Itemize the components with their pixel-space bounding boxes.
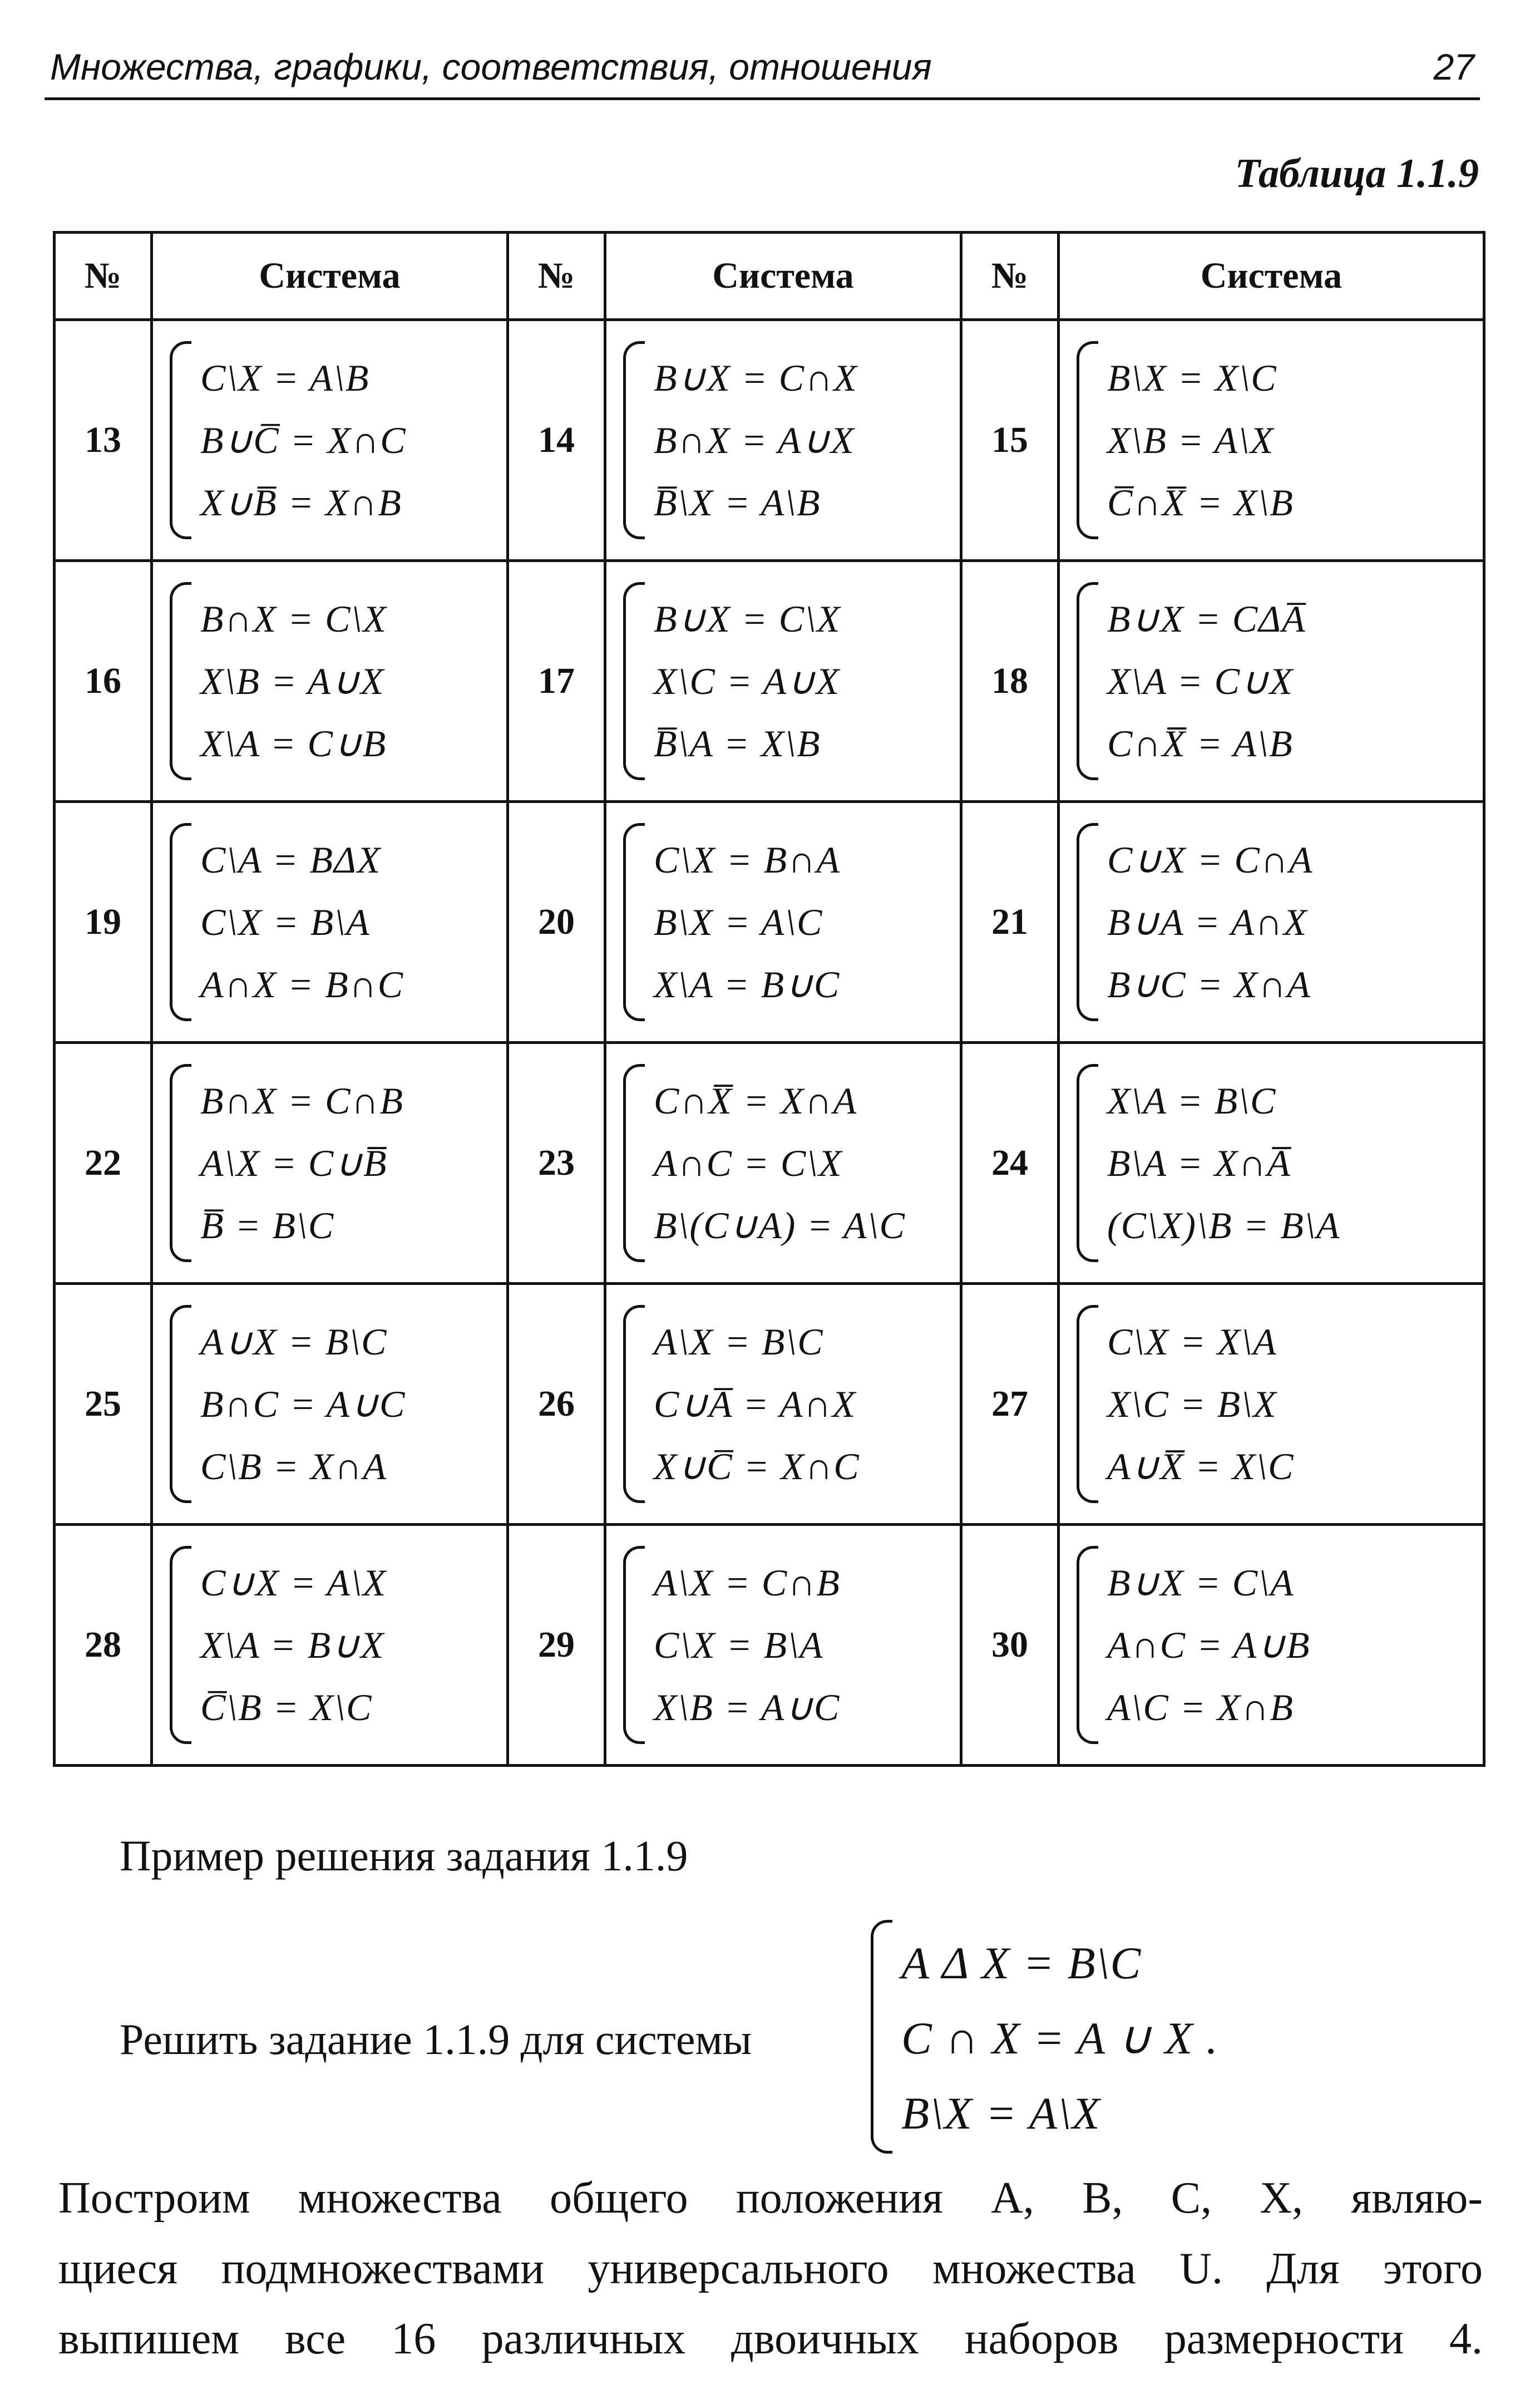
equations (200, 1546, 387, 1744)
table-body (55, 320, 1484, 1766)
equation: B∩C = A∪C (200, 1383, 406, 1425)
example-title: Пример решения задания 1.1.9 (120, 1831, 688, 1880)
equations (1107, 1064, 1340, 1262)
left-brace (623, 1305, 645, 1503)
equation-system (170, 823, 506, 1021)
equations (200, 582, 387, 780)
system-cell (605, 802, 961, 1043)
equation: B\A = X∩A̅̅̅̅ (1107, 1142, 1291, 1184)
table-row (55, 1525, 1484, 1766)
equations (654, 1305, 860, 1503)
equation: B∪C = X∩A (1107, 963, 1311, 1006)
equation: A\X = B\C (654, 1321, 824, 1363)
left-brace (170, 823, 191, 1021)
equation: B̅\A = X\B (654, 722, 821, 765)
systems-table (53, 231, 1485, 1767)
equation: X\A = B∪C (654, 963, 841, 1006)
equation-system (623, 1546, 960, 1744)
table-caption: Таблица 1.1.9 (1235, 151, 1479, 196)
equation-system (170, 1064, 506, 1262)
system-cell (1059, 320, 1484, 561)
equation: X\A = B\C (1107, 1080, 1277, 1122)
left-brace (623, 341, 645, 539)
system-cell (152, 1284, 508, 1525)
system-cell (152, 1525, 508, 1766)
equation-system (623, 823, 960, 1021)
left-brace (623, 1064, 645, 1262)
system-cell (152, 320, 508, 561)
equation-system (170, 1305, 506, 1503)
equation-system (1077, 823, 1483, 1021)
task-number: 16 (55, 561, 152, 802)
left-brace (170, 1064, 191, 1262)
table-header-row (55, 233, 1484, 320)
equations (654, 582, 841, 780)
equation-system (170, 1546, 506, 1744)
system-cell (605, 1525, 961, 1766)
equation: C∪X = A\X (200, 1561, 387, 1604)
equation: B∩X = C∩B (200, 1080, 404, 1122)
left-brace (871, 1920, 892, 2154)
left-brace (1077, 341, 1098, 539)
equation-system (623, 341, 960, 539)
system-cell (605, 1284, 961, 1525)
equation-system (1077, 341, 1483, 539)
equation: B∩X = A∪X (654, 419, 855, 461)
page-number: 27 (1433, 46, 1474, 87)
equation: A∩X = B∩C (200, 963, 404, 1006)
paragraph-line: щиеся подмножествами универсального множества U. Для этого (58, 2244, 1483, 2293)
equation-system (170, 341, 506, 539)
equation-system (623, 582, 960, 780)
system-cell (1059, 561, 1484, 802)
equation: B∪C̅ = X∩C (200, 419, 407, 461)
system-cell (1059, 1043, 1484, 1284)
system-cell (152, 561, 508, 802)
table-row (55, 1043, 1484, 1284)
page-header (45, 39, 1480, 100)
table-row (55, 561, 1484, 802)
system-cell (152, 1043, 508, 1284)
left-brace (1077, 582, 1098, 780)
task-number: 21 (961, 802, 1059, 1043)
equations (200, 1305, 406, 1503)
equations (654, 1064, 906, 1262)
task-number: 29 (508, 1525, 605, 1766)
equation: X∪C̅ = X∩C (654, 1445, 860, 1487)
equation: B̅\X = A\B (654, 481, 821, 524)
task-number: 14 (508, 320, 605, 561)
equation: X\B = A∪X (200, 660, 385, 702)
left-brace (170, 582, 191, 780)
equation: X\C = B\X (1107, 1383, 1277, 1425)
equation: A∪X̅̅̅̅ = X\C (1107, 1445, 1295, 1487)
example-system (871, 1920, 1219, 2154)
equation-system (623, 1305, 960, 1503)
equations (654, 1546, 841, 1744)
task-number: 18 (961, 561, 1059, 802)
equation: C∪X = C∩A (1107, 839, 1314, 881)
task-number: 19 (55, 802, 152, 1043)
example-equations (901, 1920, 1219, 2154)
equations (1107, 1305, 1295, 1503)
equation: B∪X = CΔA̅ (1107, 598, 1306, 640)
task-number: 26 (508, 1284, 605, 1525)
equation: A Δ X = B\C (901, 1938, 1142, 1988)
equations (200, 1064, 404, 1262)
paragraph-line: Построим множества общего положения A, B, C, X, являю- (58, 2174, 1483, 2223)
task-number: 24 (961, 1043, 1059, 1284)
task-number: 20 (508, 802, 605, 1043)
equations (654, 823, 841, 1021)
column-header-number: № (508, 233, 605, 320)
equation-system (1077, 582, 1483, 780)
system-cell (605, 561, 961, 802)
equation: B∩X = C\X (200, 598, 387, 640)
table-row (55, 320, 1484, 561)
left-brace (1077, 823, 1098, 1021)
task-number: 28 (55, 1525, 152, 1766)
equation: C\X = B∩A (654, 839, 841, 881)
equation: B\X = X\C (1107, 357, 1277, 399)
task-number: 25 (55, 1284, 152, 1525)
column-header-number: № (961, 233, 1059, 320)
equation: X\C = A∪X (654, 660, 841, 702)
equation: C∪A̅ = A∩X (654, 1383, 857, 1425)
equation: B∪X = C\X (654, 598, 841, 640)
equation: C\A = BΔX (200, 839, 382, 881)
system-cell (1059, 1525, 1484, 1766)
equation-system (1077, 1305, 1483, 1503)
equation: C∩X̅̅̅̅ = X∩A (654, 1080, 858, 1122)
task-number: 23 (508, 1043, 605, 1284)
equation-system (1077, 1064, 1483, 1262)
equation: C∩X̅̅̅̅ = A\B (1107, 722, 1294, 765)
equation: C\X = B\A (200, 901, 371, 943)
left-brace (623, 582, 645, 780)
equation-system (1077, 1546, 1483, 1744)
equation: A\X = C∩B (654, 1561, 841, 1604)
equation: C ∩ X = A ∪ X . (901, 2013, 1219, 2063)
equation: C\X = A\B (200, 357, 370, 399)
column-header-system: Система (152, 233, 508, 320)
equation: X\A = C∪B (200, 722, 387, 765)
equation: B∪X = C\A (1107, 1561, 1295, 1604)
equation: X\A = C∪X (1107, 660, 1294, 702)
equations (1107, 823, 1314, 1021)
equation: C̅∩X̅ = X\B (1107, 481, 1294, 524)
equations (1107, 582, 1306, 780)
task-number: 13 (55, 320, 152, 561)
column-header-system: Система (605, 233, 961, 320)
equation: C̅\B = X\C (200, 1686, 373, 1728)
equation: C\X = B\A (654, 1624, 824, 1666)
equations (654, 341, 858, 539)
left-brace (623, 1546, 645, 1744)
equation: X∪B̅ = X∩B (200, 481, 402, 524)
system-cell (605, 320, 961, 561)
equation: B∪X = C∩X (654, 357, 858, 399)
equation: B̅ = B\C (200, 1204, 335, 1247)
left-brace (623, 823, 645, 1021)
equation-system (623, 1064, 960, 1262)
equation: B\X = A\X (901, 2088, 1101, 2139)
left-brace (1077, 1305, 1098, 1503)
task-number: 22 (55, 1043, 152, 1284)
task-number: 15 (961, 320, 1059, 561)
system-cell (152, 802, 508, 1043)
task-number: 30 (961, 1525, 1059, 1766)
equations (200, 823, 404, 1021)
equation: B∪A = A∩X (1107, 901, 1308, 943)
table-row (55, 802, 1484, 1043)
left-brace (170, 341, 191, 539)
left-brace (1077, 1064, 1098, 1262)
equations (200, 341, 407, 539)
equations (1107, 1546, 1311, 1744)
system-cell (1059, 802, 1484, 1043)
equation: B\(C∪A) = A\C (654, 1204, 906, 1247)
left-brace (170, 1546, 191, 1744)
running-title: Множества, графики, соответствия, отношения (50, 46, 932, 87)
equation: X\B = A\X (1107, 419, 1275, 461)
task-number: 27 (961, 1284, 1059, 1525)
equation: B\X = A\C (654, 901, 823, 943)
task-label: Решить задание 1.1.9 для системы (120, 2015, 752, 2063)
column-header-number: № (55, 233, 152, 320)
equation: A∩C = C\X (654, 1142, 843, 1184)
equation: A\C = X∩B (1107, 1686, 1294, 1728)
column-header-system: Система (1059, 233, 1484, 320)
equation: A∪X = B\C (200, 1321, 388, 1363)
equations (1107, 341, 1294, 539)
system-cell (1059, 1284, 1484, 1525)
left-brace (1077, 1546, 1098, 1744)
equation: X\B = A∪C (654, 1686, 841, 1728)
left-brace (170, 1305, 191, 1503)
equation: A∩C = A∪B (1107, 1624, 1311, 1666)
table-row (55, 1284, 1484, 1525)
equation: (C\X)\B = B\A (1107, 1204, 1341, 1247)
task-number: 17 (508, 561, 605, 802)
equation: C\X = X\A (1107, 1321, 1277, 1363)
equation: C\B = X∩A (200, 1445, 387, 1487)
equation: A\X = C∪B̅̅̅̅ (200, 1142, 388, 1184)
paragraph-line: выпишем все 16 различных двоичных наборов размерности 4. (58, 2314, 1483, 2363)
equation: X\A = B∪X (200, 1624, 385, 1666)
equation-system (170, 582, 506, 780)
system-cell (605, 1043, 961, 1284)
